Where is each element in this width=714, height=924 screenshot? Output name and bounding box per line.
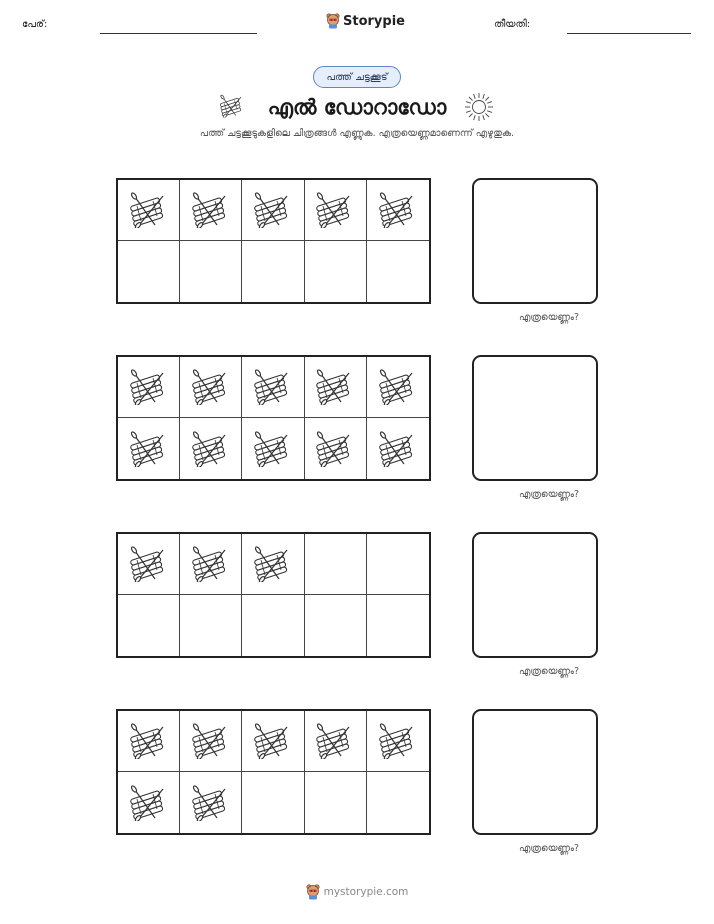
frame-cell <box>367 418 429 479</box>
frame-cell <box>180 595 242 656</box>
frame-cell <box>242 241 304 302</box>
mascot-icon <box>326 13 340 29</box>
raft-icon <box>376 723 420 759</box>
answer-box[interactable] <box>472 709 598 835</box>
frame-cell <box>305 357 367 418</box>
answer-label: എത്രയെണ്ണം? <box>518 843 580 854</box>
frame-cell <box>118 241 180 302</box>
frame-cell <box>305 534 367 595</box>
footer <box>0 884 714 900</box>
frame-cell <box>180 357 242 418</box>
frame-cell <box>367 241 429 302</box>
frame-cell <box>242 180 304 241</box>
raft-icon <box>313 723 357 759</box>
frame-cell <box>367 180 429 241</box>
date-label: തീയതി: <box>494 19 531 30</box>
raft-icon <box>251 546 295 582</box>
raft-icon <box>189 546 233 582</box>
raft-icon <box>313 431 357 467</box>
frame-cell <box>180 418 242 479</box>
raft-icon <box>127 192 171 228</box>
instructions: പത്ത് ചട്ടക്കൂടുകളിലെ ചിത്രങ്ങൾ എണ്ണുക. എത്രയെണ്ണമാണെന്ന് എഴുതുക. <box>199 128 515 139</box>
raft-icon <box>127 546 171 582</box>
ten-frame <box>116 709 431 835</box>
ten-frame <box>116 532 431 658</box>
frame-cell <box>242 595 304 656</box>
ten-frame <box>116 355 431 481</box>
raft-icon <box>313 369 357 405</box>
frame-cell <box>118 418 180 479</box>
frame-cell <box>367 595 429 656</box>
frame-cell <box>367 357 429 418</box>
page-title: എൽ ഡോറാഡോ <box>267 95 447 119</box>
raft-icon <box>189 431 233 467</box>
frame-cell <box>180 772 242 833</box>
frame-cell <box>367 534 429 595</box>
raft-icon <box>251 369 295 405</box>
frame-cell <box>180 180 242 241</box>
mascot-icon <box>306 884 320 900</box>
answer-box[interactable] <box>472 532 598 658</box>
frame-cell <box>242 357 304 418</box>
answer-box[interactable] <box>472 178 598 304</box>
sun-icon <box>464 92 494 122</box>
raft-icon <box>189 723 233 759</box>
brand-name: Storypie <box>343 13 405 29</box>
frame-cell <box>305 711 367 772</box>
raft-icon <box>251 431 295 467</box>
raft-icon <box>189 192 233 228</box>
frame-cell <box>180 241 242 302</box>
frame-cell <box>118 357 180 418</box>
frame-cell <box>180 711 242 772</box>
frame-cell <box>242 418 304 479</box>
frame-cell <box>305 180 367 241</box>
frame-cell <box>118 180 180 241</box>
answer-label: എത്രയെണ്ണം? <box>518 312 580 323</box>
frame-cell <box>367 711 429 772</box>
answer-box[interactable] <box>472 355 598 481</box>
raft-icon <box>189 369 233 405</box>
frame-cell <box>242 772 304 833</box>
raft-icon <box>313 192 357 228</box>
raft-icon <box>376 431 420 467</box>
raft-icon <box>127 723 171 759</box>
brand-logo <box>326 13 405 29</box>
frame-cell <box>305 241 367 302</box>
raft-icon <box>251 723 295 759</box>
name-field[interactable] <box>100 33 257 34</box>
raft-icon <box>127 369 171 405</box>
frame-cell <box>305 595 367 656</box>
raft-icon <box>376 192 420 228</box>
frame-cell <box>242 711 304 772</box>
name-label: പേര്: <box>22 19 48 30</box>
frame-cell <box>180 534 242 595</box>
frame-cell <box>118 595 180 656</box>
answer-label: എത്രയെണ്ണം? <box>518 666 580 677</box>
frame-cell <box>118 772 180 833</box>
frame-cell <box>367 772 429 833</box>
raft-icon <box>127 785 171 821</box>
frame-cell <box>118 534 180 595</box>
raft-icon <box>376 369 420 405</box>
frame-cell <box>305 772 367 833</box>
ten-frame <box>116 178 431 304</box>
frame-cell <box>118 711 180 772</box>
raft-icon <box>251 192 295 228</box>
footer-url: mystorypie.com <box>323 886 409 898</box>
frame-cell <box>305 418 367 479</box>
raft-icon <box>189 785 233 821</box>
title-row <box>0 90 714 124</box>
frame-cell <box>242 534 304 595</box>
topic-badge: പത്ത് ചട്ടക്കൂട് <box>313 66 401 88</box>
answer-label: എത്രയെണ്ണം? <box>518 489 580 500</box>
raft-icon <box>218 94 246 118</box>
raft-icon <box>127 431 171 467</box>
date-field[interactable] <box>567 33 691 34</box>
